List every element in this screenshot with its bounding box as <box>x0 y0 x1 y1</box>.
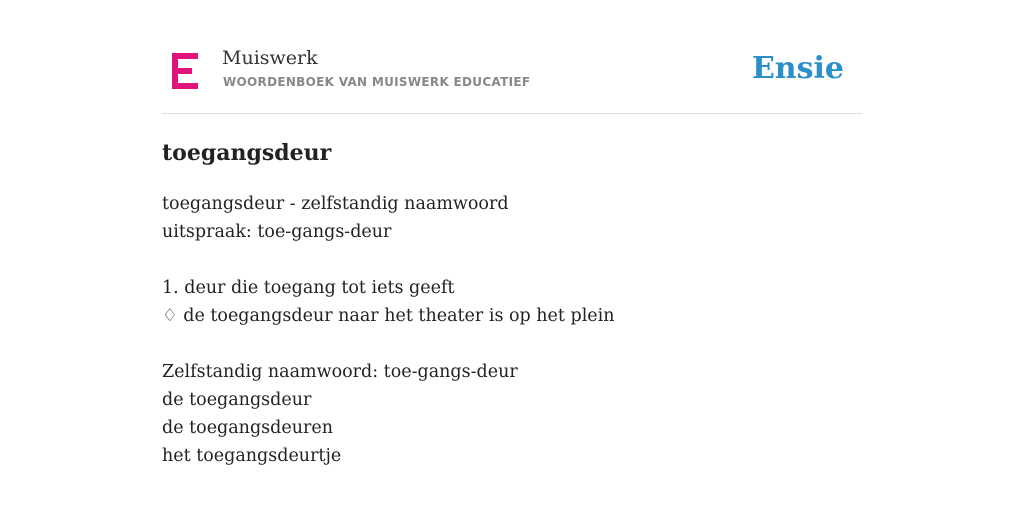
word-form: de toegangsdeur <box>162 390 312 410</box>
brand-subtitle: WOORDENBOEK VAN MUISWERK EDUCATIEF <box>223 75 531 89</box>
word-form: het toegangsdeurtje <box>162 446 342 466</box>
muiswerk-logo-icon[interactable] <box>172 53 200 89</box>
grammar-heading: Zelfstandig naamwoord: toe-gangs-deur <box>162 362 518 382</box>
ensie-logo[interactable]: Ensie <box>751 51 844 86</box>
blank-line <box>162 246 615 274</box>
entry-body <box>162 190 615 470</box>
blank-line <box>162 330 615 358</box>
example-line: ♢ de toegangsdeur naar het theater is op het plein <box>162 306 615 326</box>
word-form: de toegangsdeuren <box>162 418 333 438</box>
pronunciation-line: uitspraak: toe-gangs-deur <box>162 222 392 242</box>
entry-title: toegangsdeur <box>162 140 332 166</box>
part-of-speech-line: toegangsdeur - zelfstandig naamwoord <box>162 194 509 214</box>
header <box>162 0 862 114</box>
brand-name[interactable]: Muiswerk <box>222 47 318 69</box>
definition-line: 1. deur die toegang tot iets geeft <box>162 278 455 298</box>
